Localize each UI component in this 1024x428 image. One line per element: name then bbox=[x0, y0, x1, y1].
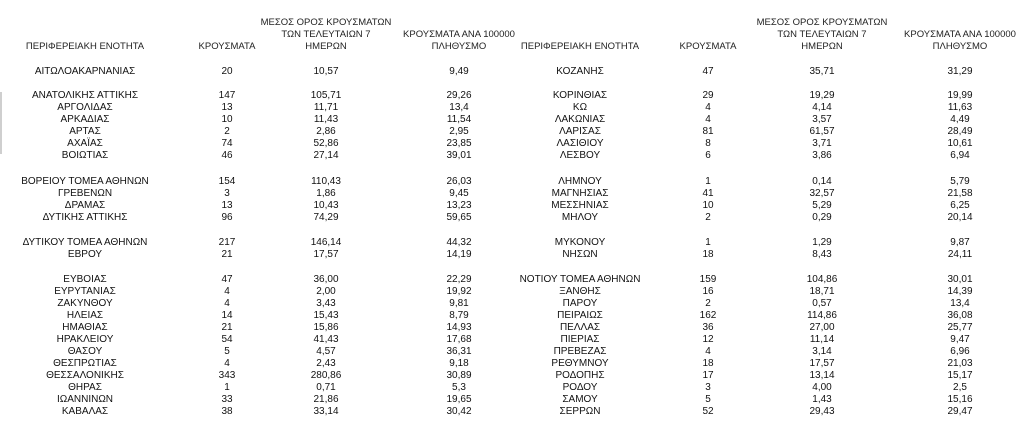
left-per100k-cell: 9,81 bbox=[449, 298, 469, 309]
left-per100k-cell: 39,01 bbox=[446, 150, 472, 161]
left-cases-cell: 13 bbox=[221, 102, 233, 113]
right-avg7-cell: 0,14 bbox=[812, 176, 832, 187]
right-cases-cell: 81 bbox=[702, 126, 714, 137]
right-cases-cell: 47 bbox=[702, 66, 714, 77]
left-per100k-cell: 14,93 bbox=[446, 322, 472, 333]
left-avg7-cell: 146,14 bbox=[310, 237, 342, 248]
left-region-cell: ΑΧΑΪΑΣ bbox=[67, 138, 103, 149]
right-cases-cell: 159 bbox=[699, 274, 717, 285]
left-region-cell: ΔΥΤΙΚΗΣ ΑΤΤΙΚΗΣ bbox=[42, 212, 128, 223]
left-avg7-cell: 110,43 bbox=[311, 176, 341, 187]
left-region-cell: ΑΡΤΑΣ bbox=[69, 126, 101, 137]
right-cases-cell: 12 bbox=[702, 334, 714, 345]
right-avg7-cell: 104,86 bbox=[806, 274, 838, 285]
right-region-cell: ΜΗΛΟΥ bbox=[561, 212, 599, 223]
right-region-cell: ΡΟΔΟΠΗΣ bbox=[555, 370, 605, 381]
left-region-cell: ΓΡΕΒΕΝΩΝ bbox=[57, 188, 113, 199]
left-header-avg7-line1: ΜΕΣΟΣ ΟΡΟΣ ΚΡΟΥΣΜΑΤΩΝ bbox=[260, 17, 392, 28]
right-per100k-cell: 13,4 bbox=[950, 298, 970, 309]
left-avg7-cell: 27,14 bbox=[313, 150, 339, 161]
right-avg7-cell: 4,14 bbox=[812, 102, 832, 113]
right-cases-cell: 8 bbox=[705, 138, 711, 149]
right-cases-cell: 162 bbox=[699, 310, 717, 321]
left-per100k-cell: 59,65 bbox=[446, 212, 472, 223]
left-region-cell: ΘΕΣΣΑΛΟΝΙΚΗΣ bbox=[46, 370, 124, 381]
right-per100k-cell: 24,11 bbox=[947, 249, 973, 260]
left-cases-cell: 21 bbox=[221, 322, 233, 333]
left-per100k-cell: 9,49 bbox=[449, 66, 469, 77]
left-edge-marker bbox=[0, 92, 2, 154]
left-region-cell: ΗΡΑΚΛΕΙΟΥ bbox=[56, 334, 114, 345]
left-per100k-cell: 9,18 bbox=[449, 358, 469, 369]
left-cases-cell: 217 bbox=[218, 237, 236, 248]
left-avg7-cell: 15,86 bbox=[313, 322, 339, 333]
left-per100k-cell: 14,19 bbox=[446, 249, 472, 260]
left-region-cell: ΖΑΚΥΝΘΟΥ bbox=[57, 298, 113, 309]
left-avg7-cell: 1,86 bbox=[316, 188, 336, 199]
right-region-cell: ΚΟΖΑΝΗΣ bbox=[556, 66, 604, 77]
right-cases-cell: 18 bbox=[702, 249, 714, 260]
left-avg7-cell: 36,00 bbox=[313, 274, 339, 285]
left-per100k-cell: 2,95 bbox=[449, 126, 469, 137]
right-region-cell: ΡΕΘΥΜΝΟΥ bbox=[551, 358, 609, 369]
right-cases-cell: 2 bbox=[705, 212, 711, 223]
left-avg7-cell: 10,57 bbox=[313, 66, 339, 77]
right-region-cell: ΞΑΝΘΗΣ bbox=[559, 286, 601, 297]
right-cases-cell: 36 bbox=[702, 322, 714, 333]
right-region-cell: ΜΕΣΣΗΝΙΑΣ bbox=[551, 200, 609, 211]
right-header-per100k-line1: ΚΡΟΥΣΜΑΤΑ ΑΝΑ 100000 bbox=[904, 29, 1016, 40]
right-cases-cell: 16 bbox=[702, 286, 714, 297]
left-region-cell: ΒΟΡΕΙΟΥ ΤΟΜΕΑ ΑΘΗΝΩΝ bbox=[21, 176, 149, 187]
left-header-avg7-line3: ΗΜΕΡΩΝ bbox=[305, 41, 347, 52]
right-per100k-cell: 14,39 bbox=[947, 286, 973, 297]
right-avg7-cell: 18,71 bbox=[809, 286, 835, 297]
right-region-cell: ΠΙΕΡΙΑΣ bbox=[560, 334, 600, 345]
right-per100k-cell: 11,63 bbox=[947, 102, 973, 113]
left-cases-cell: 154 bbox=[218, 176, 236, 187]
right-header-avg7-line1: ΜΕΣΟΣ ΟΡΟΣ ΚΡΟΥΣΜΑΤΩΝ bbox=[756, 17, 888, 28]
right-header-avg7-line2: ΤΩΝ ΤΕΛΕΥΤΑΙΩΝ 7 bbox=[777, 29, 867, 40]
right-avg7-cell: 32,57 bbox=[809, 188, 835, 199]
right-region-cell: ΛΑΚΩΝΙΑΣ bbox=[554, 114, 606, 125]
right-cases-cell: 18 bbox=[702, 358, 714, 369]
right-per100k-cell: 25,77 bbox=[947, 322, 973, 333]
left-region-cell: ΗΛΕΙΑΣ bbox=[66, 310, 104, 321]
right-cases-cell: 17 bbox=[702, 370, 714, 381]
left-per100k-cell: 13,23 bbox=[446, 200, 472, 211]
right-region-cell: ΝΗΣΩΝ bbox=[562, 249, 598, 260]
right-avg7-cell: 29,43 bbox=[809, 406, 835, 417]
left-avg7-cell: 21,86 bbox=[313, 394, 339, 405]
left-header-avg7-line2: ΤΩΝ ΤΕΛΕΥΤΑΙΩΝ 7 bbox=[281, 29, 371, 40]
right-cases-cell: 5 bbox=[705, 394, 711, 405]
right-avg7-cell: 0,29 bbox=[812, 212, 832, 223]
right-region-cell: ΛΑΡΙΣΑΣ bbox=[559, 126, 601, 137]
left-header-per100k-line1: ΚΡΟΥΣΜΑΤΑ ΑΝΑ 100000 bbox=[403, 29, 515, 40]
right-avg7-cell: 35,71 bbox=[809, 66, 835, 77]
right-avg7-cell: 1,43 bbox=[812, 394, 832, 405]
right-cases-cell: 3 bbox=[705, 382, 711, 393]
left-avg7-cell: 2,86 bbox=[316, 126, 336, 137]
right-per100k-cell: 21,03 bbox=[947, 358, 973, 369]
left-region-cell: ΔΥΤΙΚΟΥ ΤΟΜΕΑ ΑΘΗΝΩΝ bbox=[22, 237, 148, 248]
left-region-cell: ΗΜΑΘΙΑΣ bbox=[62, 322, 108, 333]
left-per100k-cell: 30,42 bbox=[446, 406, 472, 417]
left-avg7-cell: 11,71 bbox=[313, 102, 339, 113]
left-per100k-cell: 22,29 bbox=[446, 274, 472, 285]
left-avg7-cell: 0,71 bbox=[316, 382, 336, 393]
left-cases-cell: 4 bbox=[224, 298, 230, 309]
left-cases-cell: 96 bbox=[221, 212, 233, 223]
left-region-cell: ΘΑΣΟΥ bbox=[67, 346, 103, 357]
right-per100k-cell: 9,47 bbox=[950, 334, 970, 345]
right-avg7-cell: 11,14 bbox=[809, 334, 835, 345]
left-per100k-cell: 26,03 bbox=[446, 176, 472, 187]
left-cases-cell: 5 bbox=[224, 346, 230, 357]
left-avg7-cell: 11,43 bbox=[313, 114, 339, 125]
left-avg7-cell: 280,86 bbox=[310, 370, 342, 381]
left-cases-cell: 4 bbox=[224, 358, 230, 369]
left-avg7-cell: 105,71 bbox=[310, 90, 342, 101]
left-avg7-cell: 15,43 bbox=[313, 310, 339, 321]
right-region-cell: ΠΕΛΛΑΣ bbox=[559, 322, 601, 333]
right-header-per100k-line2: ΠΛΗΘΥΣΜΟ bbox=[932, 41, 988, 52]
right-avg7-cell: 13,14 bbox=[809, 370, 835, 381]
right-avg7-cell: 3,71 bbox=[812, 138, 832, 149]
left-cases-cell: 2 bbox=[224, 126, 230, 137]
right-avg7-cell: 4,00 bbox=[812, 382, 832, 393]
right-per100k-cell: 4,49 bbox=[950, 114, 970, 125]
left-region-cell: ΒΟΙΩΤΙΑΣ bbox=[61, 150, 109, 161]
left-per100k-cell: 19,92 bbox=[446, 286, 472, 297]
right-region-cell: ΣΕΡΡΩΝ bbox=[559, 406, 601, 417]
right-per100k-cell: 20,14 bbox=[947, 212, 973, 223]
left-region-cell: ΚΑΒΑΛΑΣ bbox=[61, 406, 109, 417]
left-cases-cell: 343 bbox=[218, 370, 236, 381]
left-per100k-cell: 9,45 bbox=[449, 188, 469, 199]
left-per100k-cell: 36,31 bbox=[446, 346, 472, 357]
left-region-cell: ΘΕΣΠΡΩΤΙΑΣ bbox=[53, 358, 117, 369]
right-per100k-cell: 6,25 bbox=[950, 200, 970, 211]
left-per100k-cell: 13,4 bbox=[449, 102, 469, 113]
right-per100k-cell: 28,49 bbox=[947, 126, 973, 137]
right-per100k-cell: 36,08 bbox=[947, 310, 973, 321]
left-cases-cell: 54 bbox=[221, 334, 233, 345]
left-region-cell: ΕΥΒΟΙΑΣ bbox=[63, 274, 107, 285]
left-per100k-cell: 23,85 bbox=[446, 138, 472, 149]
right-region-cell: ΚΟΡΙΝΘΙΑΣ bbox=[552, 90, 608, 101]
left-cases-cell: 20 bbox=[221, 66, 233, 77]
right-avg7-cell: 19,29 bbox=[809, 90, 835, 101]
left-cases-cell: 47 bbox=[221, 274, 233, 285]
left-cases-cell: 3 bbox=[224, 188, 230, 199]
right-region-cell: ΠΡΕΒΕΖΑΣ bbox=[553, 346, 607, 357]
right-per100k-cell: 6,96 bbox=[950, 346, 970, 357]
left-per100k-cell: 44,32 bbox=[446, 237, 472, 248]
left-avg7-cell: 74,29 bbox=[313, 212, 339, 223]
right-per100k-cell: 2,5 bbox=[953, 382, 967, 393]
right-per100k-cell: 15,16 bbox=[947, 394, 973, 405]
left-avg7-cell: 3,43 bbox=[316, 298, 336, 309]
right-region-cell: ΣΑΜΟΥ bbox=[562, 394, 598, 405]
left-region-cell: ΕΥΡΥΤΑΝΙΑΣ bbox=[54, 286, 116, 297]
right-cases-cell: 10 bbox=[702, 200, 714, 211]
left-region-cell: ΘΗΡΑΣ bbox=[68, 382, 102, 393]
left-region-cell: ΕΒΡΟΥ bbox=[67, 249, 103, 260]
left-cases-cell: 33 bbox=[221, 394, 233, 405]
right-cases-cell: 41 bbox=[702, 188, 714, 199]
right-avg7-cell: 8,43 bbox=[812, 249, 832, 260]
left-avg7-cell: 52,86 bbox=[313, 138, 339, 149]
right-region-cell: ΠΕΙΡΑΙΩΣ bbox=[557, 310, 603, 321]
left-per100k-cell: 8,79 bbox=[449, 310, 469, 321]
right-avg7-cell: 3,57 bbox=[812, 114, 832, 125]
right-cases-cell: 4 bbox=[705, 102, 711, 113]
right-cases-cell: 4 bbox=[705, 114, 711, 125]
right-avg7-cell: 0,57 bbox=[812, 298, 832, 309]
left-avg7-cell: 4,57 bbox=[316, 346, 336, 357]
right-per100k-cell: 30,01 bbox=[947, 274, 973, 285]
left-avg7-cell: 10,43 bbox=[313, 200, 339, 211]
left-region-cell: ΑΙΤΩΛΟΑΚΑΡΝΑΝΙΑΣ bbox=[34, 66, 136, 77]
right-avg7-cell: 3,14 bbox=[812, 346, 832, 357]
left-per100k-cell: 30,89 bbox=[446, 370, 472, 381]
right-per100k-cell: 29,47 bbox=[947, 406, 973, 417]
right-avg7-cell: 27,00 bbox=[809, 322, 835, 333]
right-avg7-cell: 1,29 bbox=[812, 237, 832, 248]
right-avg7-cell: 114,86 bbox=[807, 310, 837, 321]
left-avg7-cell: 2,43 bbox=[316, 358, 336, 369]
left-avg7-cell: 17,57 bbox=[313, 249, 339, 260]
left-region-cell: ΔΡΑΜΑΣ bbox=[64, 200, 106, 211]
left-region-cell: ΑΝΑΤΟΛΙΚΗΣ ΑΤΤΙΚΗΣ bbox=[31, 90, 139, 101]
left-avg7-cell: 2,00 bbox=[316, 286, 336, 297]
right-region-cell: ΝΟΤΙΟΥ ΤΟΜΕΑ ΑΘΗΝΩΝ bbox=[519, 274, 641, 285]
left-header-per100k-line2: ΠΛΗΘΥΣΜΟ bbox=[431, 41, 487, 52]
left-cases-cell: 38 bbox=[221, 406, 233, 417]
right-per100k-cell: 10,61 bbox=[947, 138, 973, 149]
right-per100k-cell: 5,79 bbox=[950, 176, 970, 187]
left-region-cell: ΑΡΚΑΔΙΑΣ bbox=[60, 114, 110, 125]
right-avg7-cell: 17,57 bbox=[809, 358, 835, 369]
right-avg7-cell: 61,57 bbox=[809, 126, 835, 137]
right-region-cell: ΛΕΣΒΟΥ bbox=[559, 150, 601, 161]
right-region-cell: ΠΑΡΟΥ bbox=[562, 298, 598, 309]
right-region-cell: ΚΩ bbox=[572, 102, 588, 113]
right-cases-cell: 2 bbox=[705, 298, 711, 309]
right-region-cell: ΡΟΔΟΥ bbox=[562, 382, 598, 393]
left-cases-cell: 4 bbox=[224, 286, 230, 297]
left-per100k-cell: 17,68 bbox=[446, 334, 472, 345]
left-cases-cell: 1 bbox=[224, 382, 230, 393]
right-avg7-cell: 5,29 bbox=[812, 200, 832, 211]
left-cases-cell: 14 bbox=[221, 310, 233, 321]
right-cases-cell: 1 bbox=[705, 237, 711, 248]
left-header-region: ΠΕΡΙΦΕΡΕΙΑΚΗ ΕΝΟΤΗΤΑ bbox=[25, 41, 145, 52]
right-avg7-cell: 3,86 bbox=[812, 150, 832, 161]
right-header-avg7-line3: ΗΜΕΡΩΝ bbox=[801, 41, 843, 52]
left-per100k-cell: 5,3 bbox=[452, 382, 466, 393]
right-region-cell: ΜΥΚΟΝΟΥ bbox=[554, 237, 606, 248]
left-cases-cell: 74 bbox=[221, 138, 233, 149]
left-cases-cell: 147 bbox=[218, 90, 236, 101]
right-per100k-cell: 19,99 bbox=[947, 90, 973, 101]
left-region-cell: ΙΩΑΝΝΙΝΩΝ bbox=[56, 394, 114, 405]
right-header-region: ΠΕΡΙΦΕΡΕΙΑΚΗ ΕΝΟΤΗΤΑ bbox=[520, 41, 640, 52]
right-region-cell: ΛΗΜΝΟΥ bbox=[558, 176, 602, 187]
left-region-cell: ΑΡΓΟΛΙΔΑΣ bbox=[57, 102, 113, 113]
right-cases-cell: 52 bbox=[702, 406, 714, 417]
left-avg7-cell: 41,43 bbox=[313, 334, 339, 345]
right-cases-cell: 6 bbox=[705, 150, 711, 161]
left-cases-cell: 13 bbox=[221, 200, 233, 211]
left-cases-cell: 10 bbox=[221, 114, 233, 125]
right-per100k-cell: 21,58 bbox=[947, 188, 973, 199]
left-cases-cell: 46 bbox=[221, 150, 233, 161]
right-per100k-cell: 9,87 bbox=[950, 237, 970, 248]
left-per100k-cell: 29,26 bbox=[446, 90, 472, 101]
right-per100k-cell: 31,29 bbox=[947, 66, 973, 77]
right-per100k-cell: 6,94 bbox=[950, 150, 970, 161]
left-header-cases: ΚΡΟΥΣΜΑΤΑ bbox=[198, 41, 256, 52]
right-cases-cell: 29 bbox=[702, 90, 714, 101]
right-cases-cell: 4 bbox=[705, 346, 711, 357]
right-cases-cell: 1 bbox=[705, 176, 711, 187]
left-per100k-cell: 11,54 bbox=[446, 114, 472, 125]
right-per100k-cell: 15,17 bbox=[947, 370, 973, 381]
left-avg7-cell: 33,14 bbox=[313, 406, 339, 417]
right-header-cases: ΚΡΟΥΣΜΑΤΑ bbox=[679, 41, 737, 52]
left-per100k-cell: 19,65 bbox=[446, 394, 472, 405]
left-cases-cell: 21 bbox=[221, 249, 233, 260]
right-region-cell: ΛΑΣΙΘΙΟΥ bbox=[556, 138, 604, 149]
right-region-cell: ΜΑΓΝΗΣΙΑΣ bbox=[551, 188, 609, 199]
